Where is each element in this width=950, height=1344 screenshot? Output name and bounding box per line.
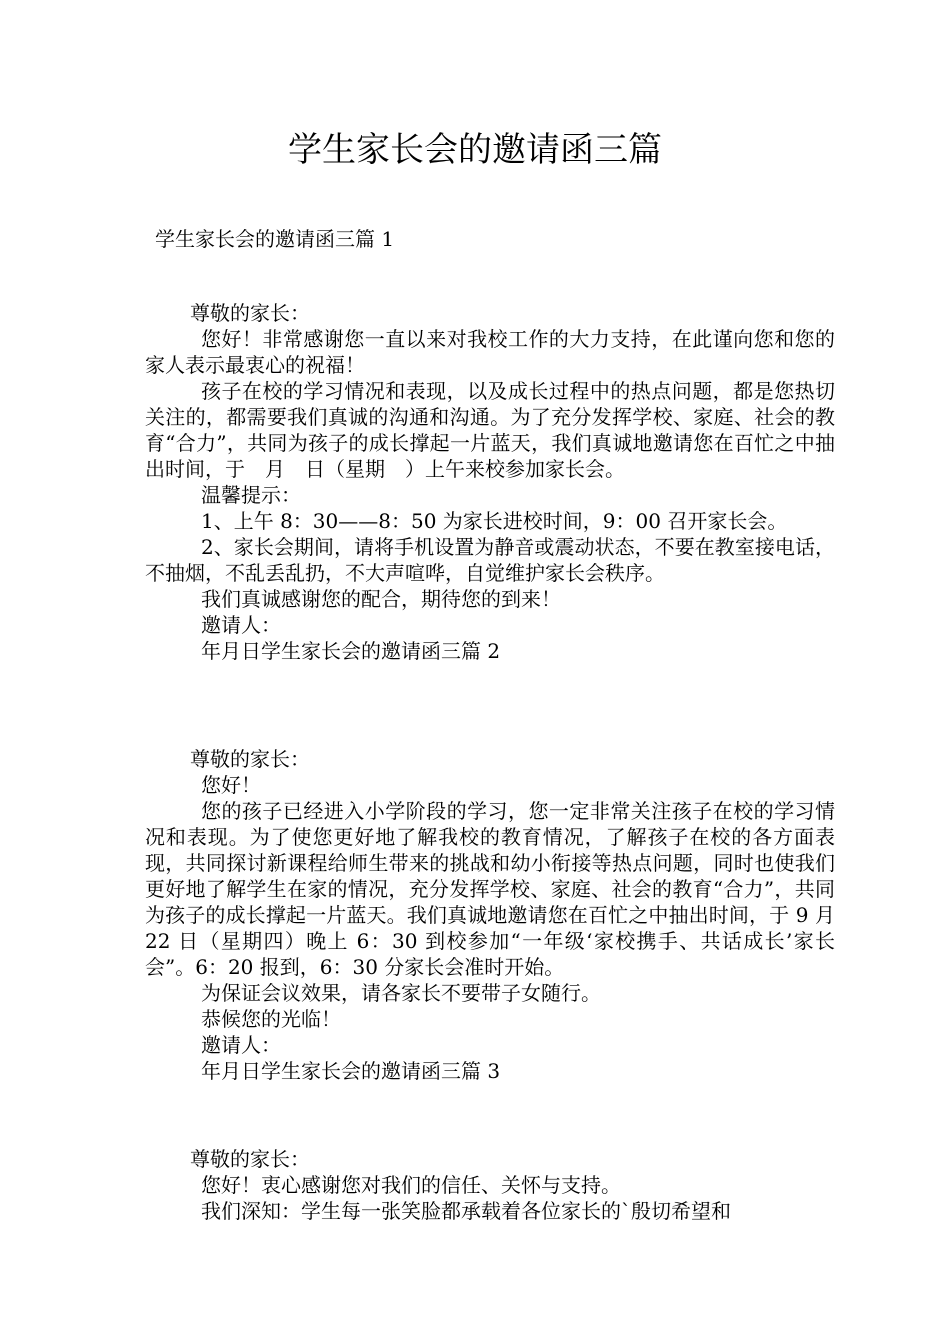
salutation: 尊敬的家长：: [190, 1147, 310, 1171]
letter-2: [145, 746, 835, 1084]
letter-3: [145, 1146, 835, 1224]
greeting: 您好！衷心感谢您对我们的信任、关怀与支持。: [201, 1173, 621, 1197]
date-footer: 年月日学生家长会的邀请函三篇 2: [201, 639, 501, 663]
inviter-line: 邀请人：: [201, 613, 281, 637]
paragraph: 我们深知：学生每一张笑脸都承载着各位家长的`殷切希望和: [201, 1199, 731, 1223]
date-footer: 年月日学生家长会的邀请函三篇 3: [201, 1059, 501, 1083]
paragraph: 为保证会议效果，请各家长不要带子女随行。: [201, 981, 601, 1005]
salutation: 尊敬的家长：: [190, 747, 310, 771]
closing-line: 恭候您的光临！: [201, 1007, 341, 1031]
letter-1: [145, 300, 835, 664]
inviter-line: 邀请人：: [201, 1033, 281, 1057]
thanks-line: 我们真诚感谢您的配合，期待您的到来！: [201, 587, 561, 611]
tip-label: 温馨提示：: [201, 483, 301, 507]
salutation: 尊敬的家长：: [190, 301, 310, 325]
paragraph: 您的孩子已经进入小学阶段的学习，您一定非常关注孩子在校的学习情况和表现。为了使您更好地了解我校的教育情况，了解孩子在校的各方面表现，共同探讨新课程给师生带来的挑战和幼小衔接等热点问题，同时也使我们更好地了解学生在家的情况，充分发挥学校、家庭、社会的教育“合力”，共同为孩子的成长撑起一片蓝天。我们真诚地邀请您在百忙之中抽出时间，于 9 月 22 日（星期四）晚上 6：30 到校参加“一年级‘家校携手、共话成长’家长会”。6：20 报到，6：30 分家长会准时开始。: [145, 799, 835, 979]
section-heading: 学生家长会的邀请函三篇 1: [155, 227, 395, 251]
paragraph: 孩子在校的学习情况和表现，以及成长过程中的热点问题，都是您热切关注的，都需要我们真诚的沟通和沟通。为了充分发挥学校、家庭、社会的教育“合力”，共同为孩子的成长撑起一片蓝天，我们真诚地邀请您在百忙之中抽出时间，于 月 日（星期 ）上午来校参加家长会。: [145, 379, 835, 481]
tip-item: 1、上午 8：30——8：50 为家长进校时间，9：00 召开家长会。: [201, 509, 788, 533]
greeting: 您好！: [201, 773, 261, 797]
paragraph: 您好！非常感谢您一直以来对我校工作的大力支持，在此谨向您和您的家人表示最衷心的祝福！: [145, 327, 835, 377]
document-title: 学生家长会的邀请函三篇: [288, 130, 662, 170]
tip-item: 2、家长会期间，请将手机设置为静音或震动状态，不要在教室接电话，不抽烟，不乱丢乱扔，不大声喧哗，自觉维护家长会秩序。: [145, 535, 835, 585]
